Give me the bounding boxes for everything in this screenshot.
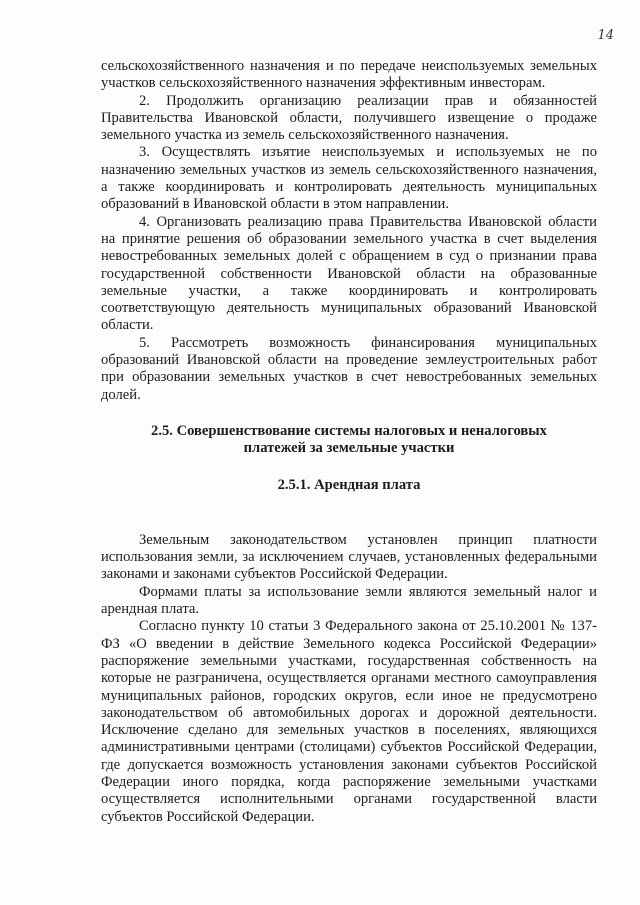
paragraph-item-5: 5. Рассмотреть возможность финансирования муниципальных образований Ивановской области на проведение землеустроительных работ при образовании земельных участков в счет невостребованных земельных долей. (101, 334, 597, 403)
page-number: 14 (597, 28, 614, 43)
paragraph-principle: Земельным законодательством установлен принцип платности использования земли, за исключением случаев, установленных федеральными законами и законами субъектов Российской Федерации. (101, 531, 597, 583)
paragraph-payment-forms: Формами платы за использование земли являются земельный налог и арендная плата. (101, 583, 597, 618)
paragraph-item-3: 3. Осуществлять изъятие неиспользуемых и используемых не по назначению земельных участков из земель сельскохозяйственного назначения, а также координировать и контролировать деятельность муниципальных образований в Ивановской области в этом направлении. (101, 144, 597, 213)
paragraph-continuation: сельскохозяйственного назначения и по передаче неиспользуемых земельных участков сельскохозяйственного назначения эффективным инвесторам. (101, 58, 597, 92)
paragraph-item-2: 2. Продолжить организацию реализации прав и обязанностей Правительства Ивановской области, получившего извещение о продаже земельного участка из земель сельскохозяйственного назначения. (101, 92, 597, 144)
paragraph-federal-law: Согласно пункту 10 статьи 3 Федерального закона от 25.10.2001 № 137-ФЗ «О введении в действие Земельного кодекса Российской Федерации» распоряжение земельными участками, государственная собственность на которые не разграничена, осуществляется органами местного самоуправления муниципальных районов, городских округов, если иное не предусмотрено законодательством об автомобильных дорогах и дорожной деятельности. Исключение сделано для земельных участков в поселениях, являющихся административными центрами (столицами) субъектов Российской Федерации, где допускается возможность установления законами субъектов Российской Федерации иного порядка, когда распоряжение земельными участками осуществляется исполнительными органами государственной власти субъектов Российской Федерации. (101, 618, 597, 825)
paragraph-item-4: 4. Организовать реализацию права Правительства Ивановской области на принятие решения об образовании земельного участка в счет выделения невостребованных земельных долей с обращением в суд о признании права государственной собственности Ивановской области на образованные земельные участки, а также координировать и контролировать соответствующую деятельность муниципальных образований Ивановской области. (101, 213, 597, 334)
subsection-heading: 2.5.1. Арендная плата (277, 476, 421, 493)
document-body (101, 58, 597, 826)
spacer (101, 494, 597, 532)
section-heading: 2.5. Совершенствование системы налоговых и неналоговых платежей за земельные участки (151, 422, 547, 457)
